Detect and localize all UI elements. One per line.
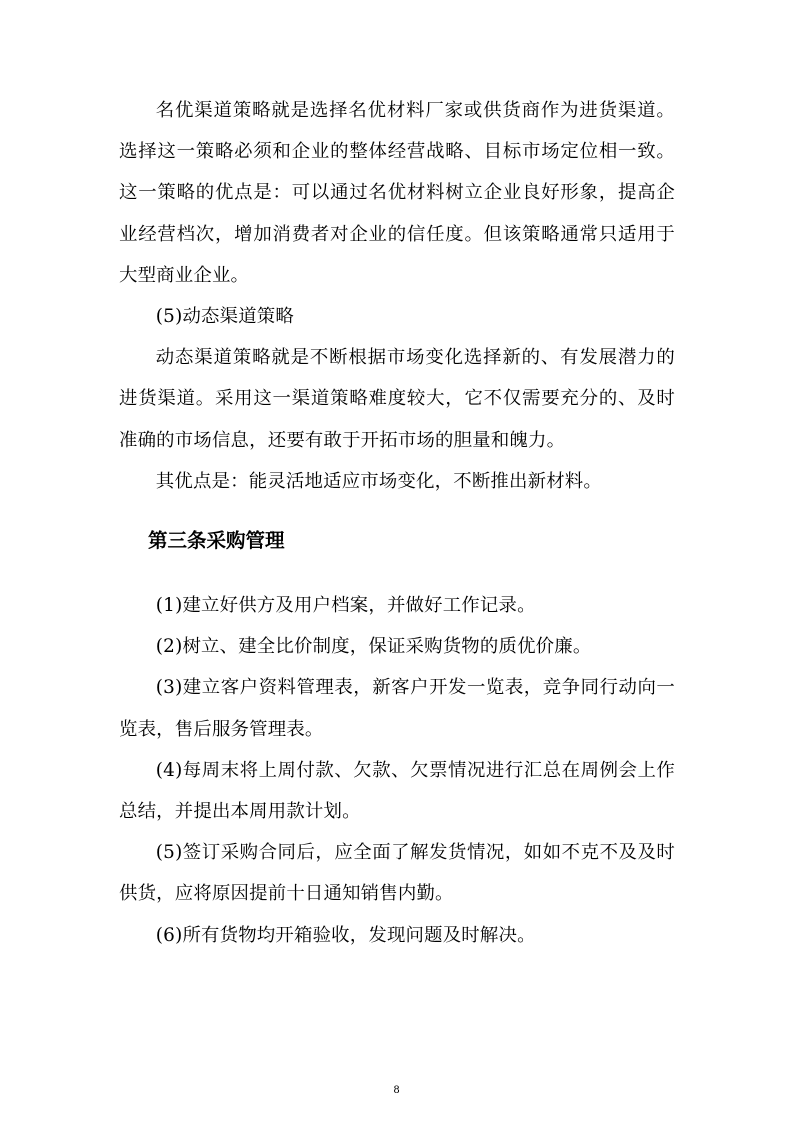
paragraph-item-3: (3)建立客户资料管理表，新客户开发一览表，竞争同行动向一览表，售后服务管理表。 — [119, 677, 675, 740]
paragraph-item-1: (1)建立好供方及用户档案，并做好工作记录。 — [155, 595, 536, 617]
section-heading: 第三条采购管理 — [148, 529, 285, 553]
body-text — [119, 90, 675, 956]
paragraph-dynamic-channel-title: (5)动态渠道策略 — [155, 306, 294, 328]
paragraph-dynamic-channel-strategy: 动态渠道策略就是不断根据市场变化选择新的、有发展潜力的进货渠道。采用这一渠道策略难度较大，它不仅需要充分的、及时准确的市场信息，还要有敢于开拓市场的胆量和魄力。 — [119, 347, 675, 451]
paragraph-item-2: (2)树立、建全比价制度，保证采购货物的质优价廉。 — [155, 636, 592, 658]
paragraph-item-6: (6)所有货物均开箱验收，发现问题及时解决。 — [155, 924, 536, 946]
paragraph-famous-channel-strategy: 名优渠道策略就是选择名优材料厂家或供货商作为进货渠道。选择这一策略必须和企业的整体经营战略、目标市场定位相一致。这一策略的优点是：可以通过名优材料树立企业良好形象，提高企业经营档次，增加消费者对企业的信任度。但该策略通常只适用于大型商业企业。 — [119, 100, 675, 286]
page-number: 8 — [393, 1085, 400, 1096]
paragraph-dynamic-channel-advantage: 其优点是：能灵活地适应市场变化，不断推出新材料。 — [155, 470, 602, 492]
paragraph-item-4: (4)每周末将上周付款、欠款、欠票情况进行汇总在周例会上作总结，并提出本周用款计划。 — [119, 759, 675, 823]
paragraph-item-5: (5)签订采购合同后，应全面了解发货情况，如如不克不及及时供货，应将原因提前十日通知销售内勤。 — [119, 842, 675, 905]
